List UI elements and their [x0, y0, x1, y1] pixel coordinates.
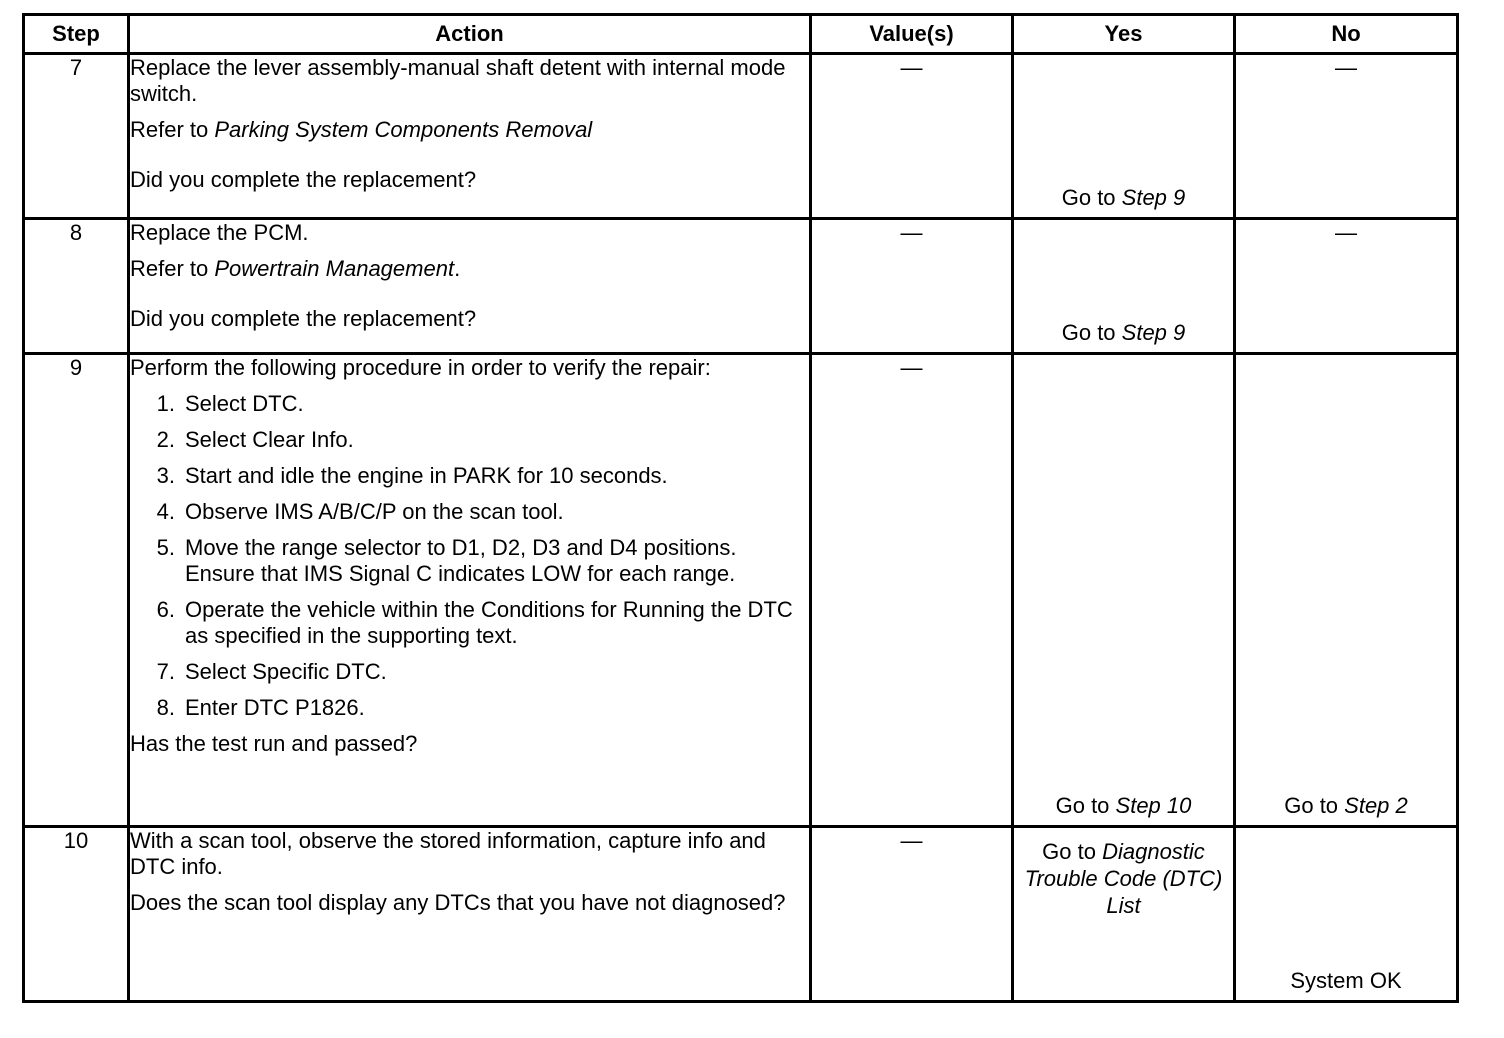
yes-cell	[1013, 54, 1235, 219]
yes-outcome	[1014, 828, 1233, 919]
value-cell: —	[811, 219, 1013, 354]
action-text: With a scan tool, observe the stored information, capture info and DTC info.	[130, 828, 766, 879]
step-number: 9	[24, 354, 129, 827]
list-item-number: 5.	[156, 535, 175, 560]
step-number: 8	[24, 219, 129, 354]
step-number: 7	[24, 54, 129, 219]
list-item-number: 4.	[156, 499, 175, 524]
list-item-text: Enter DTC P1826.	[185, 695, 365, 720]
no-outcome: System OK	[1290, 968, 1402, 993]
yes-prefix: Go to	[1055, 793, 1116, 818]
yes-cell	[1013, 219, 1235, 354]
action-cell	[129, 219, 811, 354]
action-text: Replace the PCM.	[130, 220, 309, 245]
value-cell: —	[811, 354, 1013, 827]
list-item-number: 3.	[156, 463, 175, 488]
list-item	[130, 499, 809, 525]
list-item	[130, 695, 809, 721]
header-no: No	[1235, 15, 1458, 54]
list-item-text: Select DTC.	[185, 391, 304, 416]
yes-outcome	[1014, 320, 1233, 346]
no-cell: —	[1235, 219, 1458, 354]
list-item-number: 8.	[156, 695, 175, 720]
table-row-step-8	[24, 219, 1458, 354]
refer-suffix: .	[454, 256, 461, 281]
refer-line	[130, 256, 809, 282]
table-row-step-9	[24, 354, 1458, 827]
action-question: Did you complete the replacement?	[130, 167, 477, 192]
list-item	[130, 463, 809, 489]
action-question: Did you complete the replacement?	[130, 306, 477, 331]
no-prefix: Go to	[1284, 793, 1345, 818]
refer-line	[130, 117, 809, 143]
list-item-number: 2.	[156, 427, 175, 452]
refer-link[interactable]: Powertrain Management	[214, 256, 455, 281]
yes-link[interactable]: Step 10	[1115, 793, 1192, 818]
yes-outcome	[1014, 793, 1233, 819]
list-item-text: Select Clear Info.	[185, 427, 354, 452]
list-item	[130, 427, 809, 453]
list-item-text: Observe IMS A/B/C/P on the scan tool.	[185, 499, 564, 524]
no-cell	[1235, 354, 1458, 827]
list-item	[130, 391, 809, 417]
no-outcome	[1236, 793, 1456, 819]
no-cell: —	[1235, 54, 1458, 219]
table-row-step-7	[24, 54, 1458, 219]
list-item-text: Start and idle the engine in PARK for 10 seconds.	[185, 463, 668, 488]
value-cell: —	[811, 827, 1013, 1002]
list-item-text: Operate the vehicle within the Conditions for Running the DTC as specified in the supporting text.	[185, 597, 793, 648]
yes-prefix: Go to	[1061, 320, 1122, 345]
list-item	[130, 535, 809, 587]
action-question: Has the test run and passed?	[130, 731, 418, 756]
list-item-text: Select Specific DTC.	[185, 659, 387, 684]
no-cell	[1235, 827, 1458, 1002]
yes-link[interactable]: Step 9	[1121, 320, 1186, 345]
action-cell	[129, 54, 811, 219]
yes-cell	[1013, 354, 1235, 827]
header-action: Action	[129, 15, 811, 54]
procedure-list	[130, 391, 809, 721]
action-text: Perform the following procedure in order to verify the repair:	[130, 355, 711, 380]
refer-link[interactable]: Parking System Components Removal	[214, 117, 593, 142]
yes-cell	[1013, 827, 1235, 1002]
header-row	[24, 15, 1458, 54]
yes-prefix: Go to	[1042, 839, 1103, 864]
action-text: Replace the lever assembly-manual shaft detent with internal mode switch.	[130, 55, 786, 106]
action-question: Does the scan tool display any DTCs that you have not diagnosed?	[130, 890, 786, 915]
no-link[interactable]: Step 2	[1344, 793, 1408, 818]
refer-prefix: Refer to	[130, 256, 215, 281]
list-item-number: 6.	[156, 597, 175, 622]
diagnostic-table	[22, 13, 1459, 1003]
action-cell	[129, 354, 811, 827]
header-yes: Yes	[1013, 15, 1235, 54]
yes-outcome	[1014, 185, 1233, 211]
list-item	[130, 597, 809, 649]
list-item-number: 1.	[156, 391, 175, 416]
list-item-number: 7.	[156, 659, 175, 684]
header-values: Value(s)	[811, 15, 1013, 54]
action-cell	[129, 827, 811, 1002]
step-number: 10	[24, 827, 129, 1002]
header-step: Step	[24, 15, 129, 54]
yes-link[interactable]: Diagnostic Trouble Code (DTC) List	[1024, 839, 1223, 918]
list-item	[130, 659, 809, 685]
yes-link[interactable]: Step 9	[1121, 185, 1186, 210]
list-item-text: Move the range selector to D1, D2, D3 and D4 positions. Ensure that IMS Signal C indicates LOW for each range.	[185, 535, 737, 586]
refer-prefix: Refer to	[130, 117, 215, 142]
table-row-step-10	[24, 827, 1458, 1002]
value-cell: —	[811, 54, 1013, 219]
yes-prefix: Go to	[1061, 185, 1122, 210]
